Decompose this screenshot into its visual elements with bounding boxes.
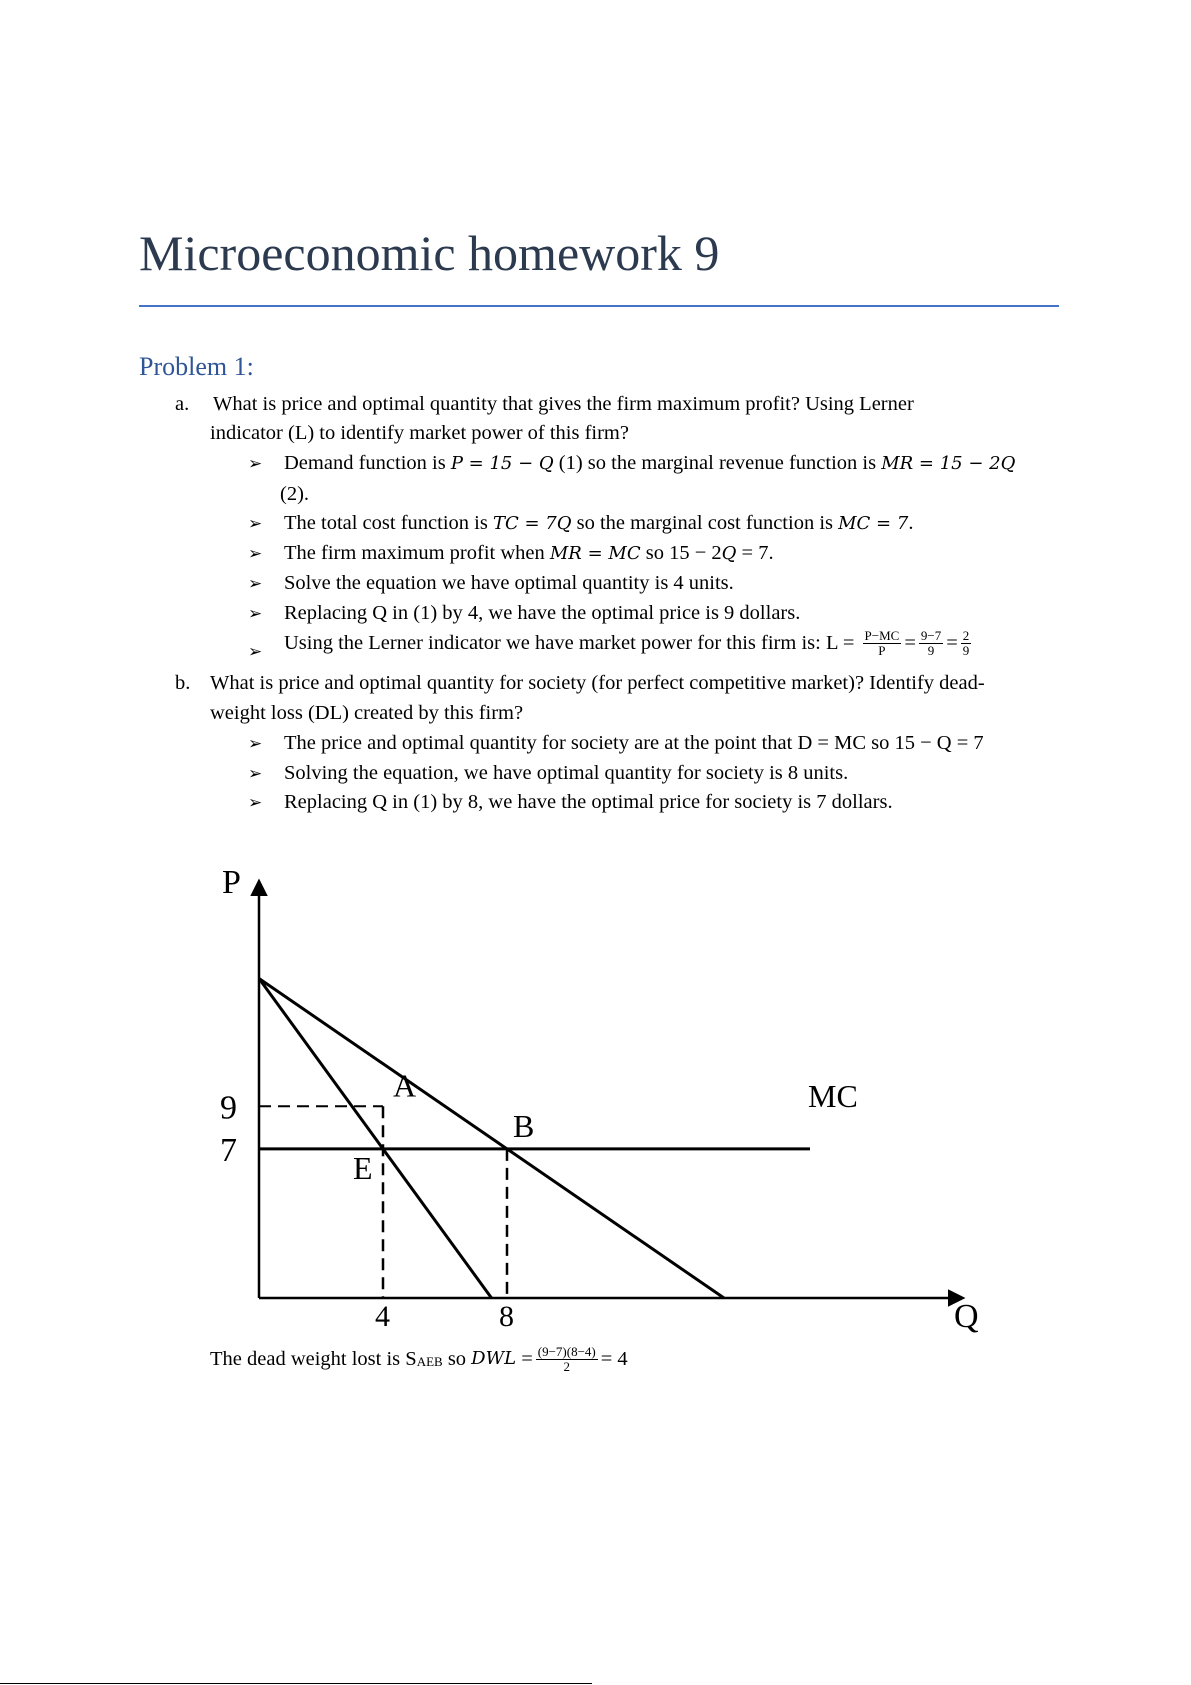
part-b-bullet-2: Solving the equation, we have optimal quantity for society is 8 units. <box>284 762 849 784</box>
part-a-bullet-4: Solve the equation we have optimal quantity is 4 units. <box>284 572 734 594</box>
profit-condition: MR = MC <box>549 543 641 564</box>
bullet-icon: ➢ <box>248 574 263 593</box>
bullet-text: = 7. <box>736 542 774 564</box>
part-b-bullet-3: Replacing Q in (1) by 8, we have the optimal price for society is 7 dollars. <box>284 791 893 813</box>
bullet-text: so the marginal cost function is <box>571 512 839 534</box>
bullet-icon: ➢ <box>248 642 263 661</box>
point-label-e: E <box>353 1149 373 1186</box>
bullet-text: The total cost function is <box>284 512 493 534</box>
bullet-text: (1) so the marginal revenue function is <box>553 452 882 474</box>
bullet-text: Demand function is <box>284 452 451 474</box>
lerner-fraction: $\frac{P-MC}{P}$ <box>864 628 900 658</box>
mr-equation: MR = 15 − 2Q <box>881 453 1016 474</box>
bullet-text: so 15 − 2 <box>640 542 722 564</box>
mc-equation: MC = 7 <box>838 513 909 534</box>
q-variable: Q <box>721 543 737 564</box>
part-a-question-line2: indicator (L) to identify market power of this firm? <box>210 422 629 444</box>
part-b-bullet-1: The price and optimal quantity for society are at the point that D = MC so 15 − Q = 7 <box>284 732 984 754</box>
footer-rule <box>0 1683 592 1684</box>
lerner-fraction-values: $\frac{9-7}{9}$ <box>920 628 942 658</box>
bullet-icon: ➢ <box>248 454 263 473</box>
dwl-text: The dead weight lost is S <box>210 1347 417 1370</box>
dwl-result: = 4 <box>600 1347 628 1370</box>
bullet-icon: ➢ <box>248 544 263 563</box>
dwl-statement <box>210 1345 628 1373</box>
x-tick-label: 8 <box>499 1300 514 1333</box>
part-a-bullet-1-cont: (2). <box>280 483 310 505</box>
equals-sign: = <box>946 631 958 654</box>
dwl-symbol: DWL <box>471 1348 517 1370</box>
y-axis-label: P <box>222 864 241 901</box>
part-b-question-line2: weight loss (DL) created by this firm? <box>210 702 524 724</box>
equals-sign: = <box>516 1347 533 1370</box>
demand-equation: P = 15 − Q <box>450 453 554 474</box>
bullet-icon: ➢ <box>248 734 263 753</box>
part-a-question-line1: What is price and optimal quantity that gives the firm maximum profit? Using Lerner <box>213 393 914 415</box>
area-subscript: AEB <box>416 1353 443 1369</box>
dwl-fraction: $\frac{(9-7)(8-4)}{2}$ <box>537 1344 596 1374</box>
problem-heading: Problem 1: <box>139 352 254 381</box>
part-b-question-line1: What is price and optimal quantity for society (for perfect competitive market)? Identify dead- <box>210 672 985 694</box>
part-b-marker: b. <box>175 672 191 694</box>
bullet-text: Using the Lerner indicator we have market power for this firm is: L = <box>284 631 860 654</box>
lerner-fraction-result: $\frac{2}{9}$ <box>962 628 970 658</box>
bullet-icon: ➢ <box>248 764 263 783</box>
x-tick-label: 4 <box>375 1300 390 1333</box>
bullet-icon: ➢ <box>248 604 263 623</box>
page-title: Microeconomic homework 9 <box>139 225 720 281</box>
y-tick-label: 7 <box>220 1131 237 1169</box>
bullet-text: The firm maximum profit when <box>284 542 550 564</box>
demand-curve <box>259 979 724 1299</box>
x-axis-label: Q <box>954 1298 979 1335</box>
point-label-b: B <box>513 1107 535 1144</box>
dwl-text: so <box>442 1347 472 1370</box>
bullet-icon: ➢ <box>248 793 263 812</box>
marginal-revenue-curve <box>259 979 492 1299</box>
bullet-text: . <box>908 512 914 534</box>
y-tick-label: 9 <box>220 1089 237 1127</box>
part-a-marker: a. <box>175 393 190 415</box>
point-label-a: A <box>393 1067 417 1104</box>
mc-label: MC <box>808 1078 858 1114</box>
part-a-bullet-5: Replacing Q in (1) by 4, we have the optimal price is 9 dollars. <box>284 602 801 624</box>
tc-equation: TC = 7Q <box>492 513 572 534</box>
bullet-icon: ➢ <box>248 514 263 533</box>
equals-sign: = <box>904 631 916 654</box>
